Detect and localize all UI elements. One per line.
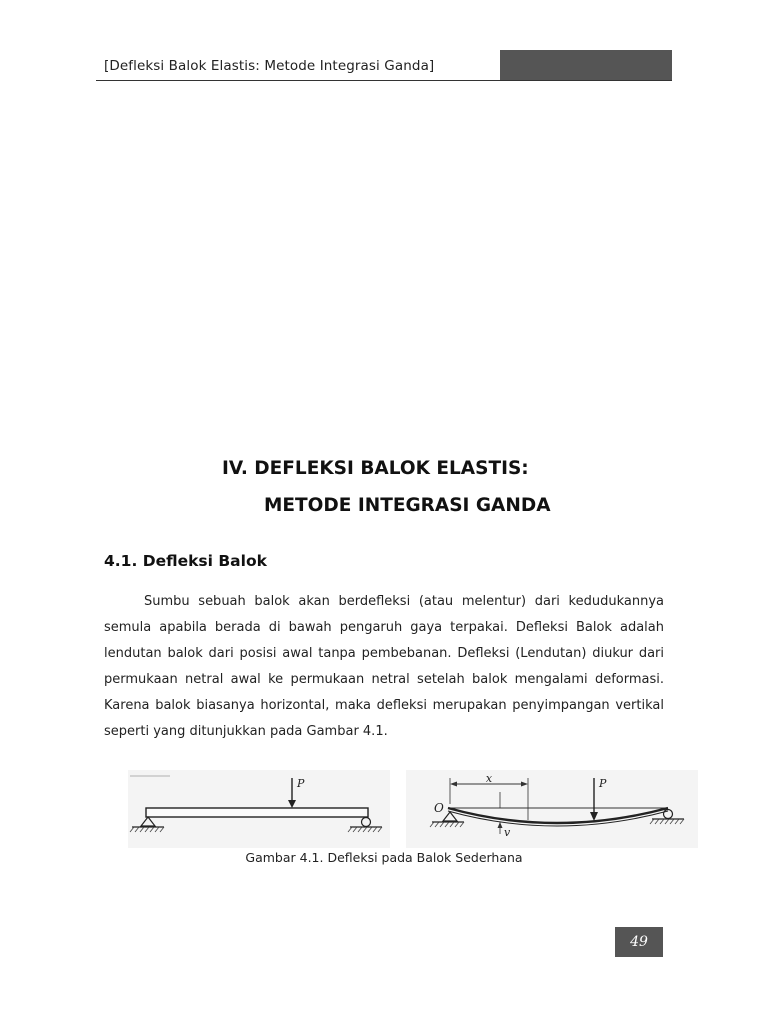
dimension-arrow-left xyxy=(450,782,457,787)
deflection-label: v xyxy=(504,826,511,839)
origin-label: O xyxy=(434,801,444,815)
roller-support xyxy=(362,818,371,827)
beam xyxy=(146,808,368,817)
figure-beam-deflection xyxy=(128,770,698,848)
load-label: P xyxy=(599,777,607,790)
chapter-title-line-2: METODE INTEGRASI GANDA xyxy=(264,495,551,516)
deflected-beam-diagram xyxy=(406,770,698,848)
deflected-beam-curve xyxy=(448,808,668,823)
figure-caption: Gambar 4.1. Defleksi pada Balok Sederhana xyxy=(245,850,523,865)
load-label: P xyxy=(297,777,305,790)
body-paragraph: Sumbu sebuah balok akan berdefleksi (atau melentur) dari kedudukannya semula apabila berada di bawah pengaruh gaya terpakai. Defleksi Balok adalah lendutan balok dari posisi awal tanpa pembebanan. Defleksi (Lendutan) diukur dari permukaan netral awal ke permukaan netral setelah balok mengalami deformasi. Karena balok biasanya horizontal, maka defleksi merupakan penyimpangan vertikal seperti yang ditunjukkan pada Gambar 4.1. xyxy=(104,594,664,739)
roller-support-hatch xyxy=(650,819,684,824)
header-accent-block xyxy=(500,50,672,81)
distance-label: x xyxy=(485,772,493,785)
running-header: [Defleksi Balok Elastis: Metode Integrasi Ganda] xyxy=(104,58,435,74)
load-arrow-head xyxy=(288,800,296,808)
header-divider xyxy=(96,80,672,81)
chapter-title-line-1: IV. DEFLEKSI BALOK ELASTIS: xyxy=(222,458,529,479)
undeformed-beam-diagram xyxy=(128,770,390,848)
pin-support-hatch xyxy=(130,827,164,832)
roller-support-hatch xyxy=(348,827,382,832)
page-number: 49 xyxy=(615,927,663,957)
figure-right-panel xyxy=(406,770,698,848)
pin-support xyxy=(141,817,155,826)
roller-support xyxy=(664,810,673,819)
dimension-arrow-right xyxy=(521,782,528,787)
deflection-arrow xyxy=(498,822,503,828)
figure-left-panel xyxy=(128,770,390,848)
section-heading: 4.1. Defleksi Balok xyxy=(104,552,267,570)
pin-support-hatch xyxy=(430,822,464,827)
load-arrow-head xyxy=(590,812,598,821)
